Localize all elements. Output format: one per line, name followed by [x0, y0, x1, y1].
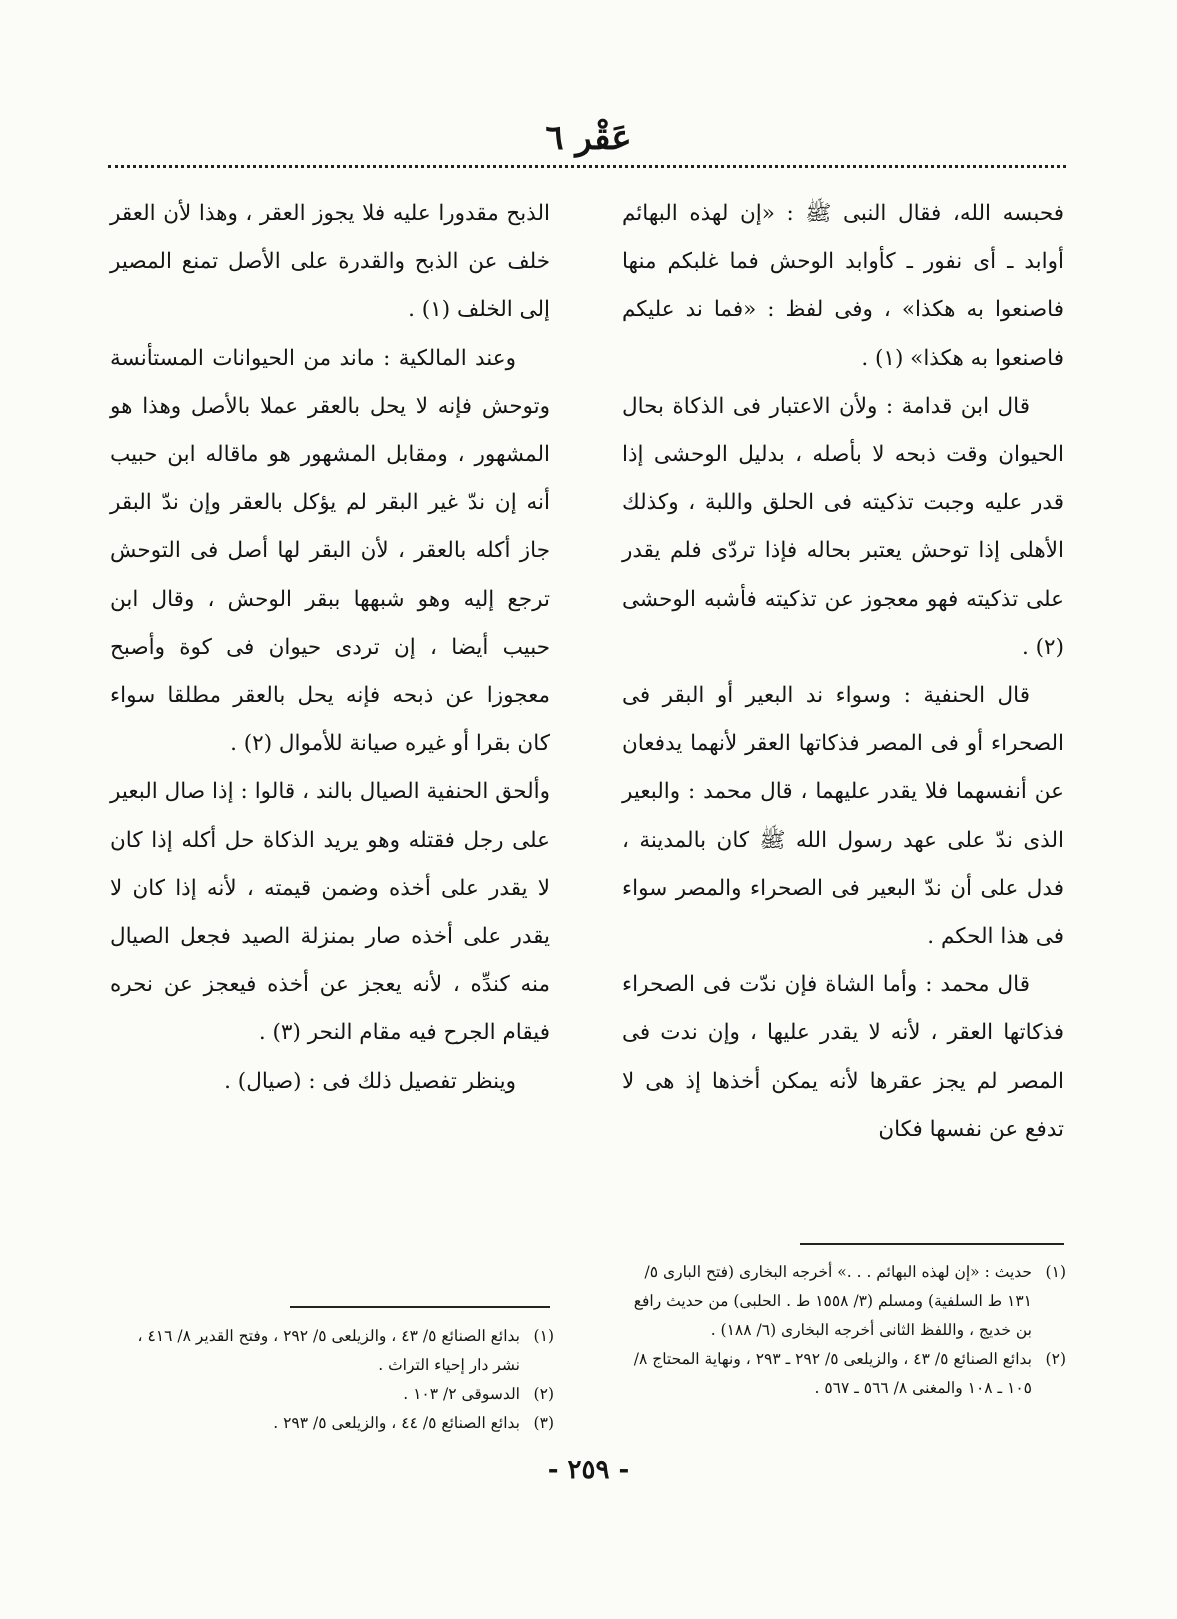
- footnote-number: (١): [1045, 1263, 1066, 1281]
- footnote-number: (٣): [533, 1414, 554, 1432]
- footnote-divider-left: [290, 1306, 550, 1308]
- left-text-column: [110, 190, 550, 1106]
- footnote-text: الدسوقى ٢/ ١٠٣ .: [403, 1385, 520, 1403]
- right-text-column: [622, 190, 1064, 1154]
- footnotes-right: [620, 1258, 1066, 1403]
- header-dotted-divider: [108, 165, 1066, 168]
- footnote-number: (١): [533, 1327, 554, 1345]
- paragraph: قال محمد : وأما الشاة فإن ندّت فى الصحراء فذكاتها العقر ، لأنه لا يقدر عليها ، وإن ندت فى المصر لم يجز عقرها لأنه يمكن أخذها إذ هى لا تدفع عن نفسها فكان: [622, 972, 1064, 1142]
- page-header-title: عَقْر ٦: [545, 118, 632, 158]
- footnote-item: [110, 1409, 554, 1438]
- footnote-item: [620, 1258, 1066, 1345]
- footnote-text: حديث : «إن لهذه البهائم . . .» أخرجه البخارى (فتح البارى ٥/ ١٣١ ط السلفية) ومسلم (٣/ ١٥٥٨ ط . الحلبى) من حديث رافع بن خديج ، واللفظ الثانى أخرجه البخارى (٦/ ١٨٨) .: [633, 1263, 1032, 1339]
- paragraph: الذبح مقدورا عليه فلا يجوز العقر ، وهذا لأن العقر خلف عن الذبح والقدرة على الأصل تمنع المصير إلى الخلف (١) .: [110, 201, 550, 323]
- footnote-divider-right: [800, 1243, 1064, 1245]
- footnote-item: [110, 1322, 554, 1380]
- footnote-item: [110, 1380, 554, 1409]
- footnote-number: (٢): [533, 1385, 554, 1403]
- footnote-text: بدائع الصنائع ٥/ ٤٣ ، والزيلعى ٥/ ٢٩٢ ، وفتح القدير ٨/ ٤١٦ ، نشر دار إحياء التراث .: [137, 1327, 520, 1374]
- footnote-item: [620, 1345, 1066, 1403]
- footnote-number: (٢): [1045, 1350, 1066, 1368]
- paragraph: قال ابن قدامة : ولأن الاعتبار فى الذكاة بحال الحيوان وقت ذبحه لا بأصله ، بدليل الوحشى إذا قدر عليه وجبت تذكيته فى الحلق واللبة ، وكذلك الأهلى إذا توحش يعتبر بحاله فإذا تردّى فلم يقدر على تذكيته فهو معجوز عن تذكيته فأشبه الوحشى (٢) .: [622, 393, 1064, 660]
- paragraph: وألحق الحنفية الصيال بالند ، قالوا : إذا صال البعير على رجل فقتله وهو يريد الذكاة حل أكله إذا كان لا يقدر على أخذه وضمن قيمته ، لأنه إذا كان لا يقدر على أخذه صار بمنزلة الصيد فجعل الصيال منه كندِّه ، لأنه يعجز عن أخذه فيعجز عن نحره فيقام الجرح فيه مقام النحر (٣) .: [110, 779, 550, 1046]
- paragraph: فحبسه الله، فقال النبى ﷺ : «إن لهذه البهائم أوابد ـ أى نفور ـ كأوابد الوحش فما غلبكم منها فاصنعوا به هكذا» ، وفى لفظ : «فما ند عليكم فاصنعوا به هكذا» (١) .: [622, 201, 1064, 371]
- page-number: - ٢٥٩ -: [547, 1455, 630, 1485]
- footnotes-left: [110, 1322, 554, 1438]
- paragraph: قال الحنفية : وسواء ند البعير أو البقر فى الصحراء أو فى المصر فذكاتها العقر لأنهما يدفعان عن أنفسهما فلا يقدر عليهما ، قال محمد : والبعير الذى ندّ على عهد رسول الله ﷺ كان بالمدينة ، فدل على أن ندّ البعير فى الصحراء والمصر سواء فى هذا الحكم .: [622, 683, 1064, 950]
- paragraph: وينظر تفصيل ذلك فى : (صيال) .: [224, 1068, 516, 1094]
- footnote-text: بدائع الصنائع ٥/ ٤٣ ، والزيلعى ٥/ ٢٩٢ ـ ٢٩٣ ، ونهاية المحتاج ٨/ ١٠٥ ـ ١٠٨ والمغنى ٨/ ٥٦٦ ـ ٥٦٧ .: [633, 1350, 1032, 1397]
- footnote-text: بدائع الصنائع ٥/ ٤٤ ، والزيلعى ٥/ ٢٩٣ .: [273, 1414, 520, 1432]
- paragraph: وعند المالكية : ماند من الحيوانات المستأنسة وتوحش فإنه لا يحل بالعقر عملا بالأصل وهذا هو المشهور ، ومقابل المشهور هو ماقاله ابن حبيب أنه إن ندّ غير البقر لم يؤكل بالعقر وإن ندّ البقر جاز أكله بالعقر ، لأن البقر لها أصل فى التوحش ترجع إليه وهو شبهها ببقر الوحش ، وقال ابن حبيب أيضا ، إن تردى حيوان فى كوة وأصبح معجوزا عن ذبحه فإنه يحل بالعقر مطلقا سواء كان بقرا أو غيره صيانة للأموال (٢) .: [110, 345, 550, 757]
